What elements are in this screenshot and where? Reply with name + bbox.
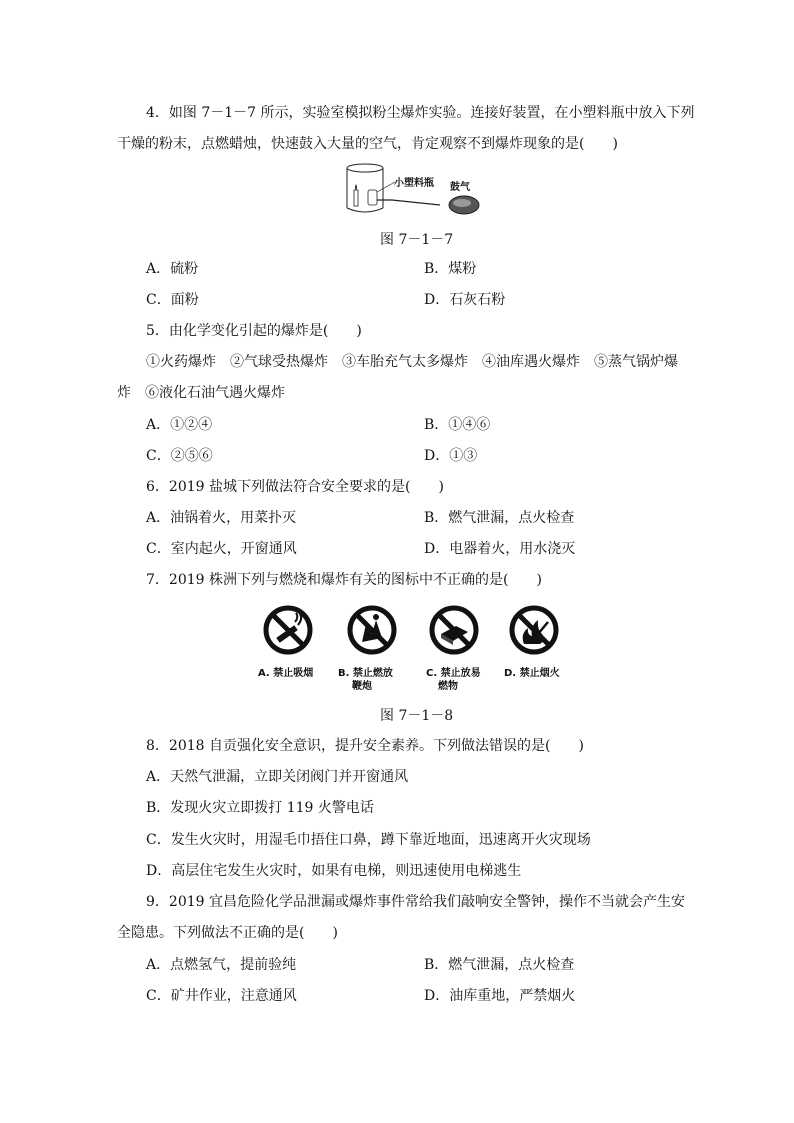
sign-c	[422, 604, 488, 692]
q5-option-b: B．①④⑥	[424, 417, 491, 433]
sign-b-label-line1: B. 禁止燃放	[338, 668, 393, 679]
q9-option-a: A．点燃氢气，提前验纯	[146, 957, 297, 973]
figure-caption-7-1-8: 图 7－1－8	[380, 708, 454, 724]
q9-stem-line2: 全隐患。下列做法不正确的是( )	[117, 925, 338, 941]
q5-option-a: A．①②④	[146, 417, 213, 433]
q5-option-d: D．①③	[424, 448, 478, 464]
bottle-label: 小塑料瓶	[394, 178, 434, 189]
q6-option-d: D．电器着火，用水浇灭	[424, 541, 576, 557]
dust-explosion-apparatus-figure	[340, 160, 490, 218]
q9-option-b: B．燃气泄漏，点火检查	[424, 957, 575, 973]
q8-option-c: C．发生火灾时，用湿毛巾捂住口鼻，蹲下靠近地面，迅速离开火灾现场	[146, 832, 591, 848]
q5-items-line1: ①火药爆炸 ②气球受热爆炸 ③车胎充气太多爆炸 ④油库遇火爆炸 ⑤蒸气锅炉爆	[146, 354, 678, 370]
sign-b	[338, 604, 404, 692]
q7-stem: 7．2019 株洲下列与燃烧和爆炸有关的图标中不正确的是( )	[146, 572, 542, 588]
no-smoking-icon	[262, 604, 314, 656]
q4-option-b: B．煤粉	[424, 261, 477, 277]
sign-a	[258, 604, 318, 688]
q9-option-c: C．矿井作业，注意通风	[146, 988, 297, 1004]
bellows-label: 鼓气	[450, 182, 470, 193]
sign-d-label: D. 禁止烟火	[504, 668, 560, 679]
q8-stem: 8．2018 自贡强化安全意识，提升安全素养。下列做法错误的是( )	[146, 738, 584, 754]
q8-option-a: A．天然气泄漏，立即关闭阀门并开窗通风	[146, 769, 409, 785]
q5-option-c: C．②⑤⑥	[146, 448, 213, 464]
sign-b-label-line2: 鞭炮	[352, 681, 372, 692]
sign-d	[504, 604, 570, 688]
q9-stem-line1: 9．2019 宜昌危险化学品泄漏或爆炸事件常给我们敲响安全警钟，操作不当就会产生安	[146, 894, 685, 910]
q4-stem-line1: 4．如图 7－1－7 所示，实验室模拟粉尘爆炸实验。连接好装置，在小塑料瓶中放入下列	[146, 105, 695, 121]
q9-option-d: D．油库重地，严禁烟火	[424, 988, 576, 1004]
q5-stem: 5．由化学变化引起的爆炸是( )	[146, 323, 362, 339]
no-firecrackers-icon	[346, 604, 398, 656]
q8-option-b: B．发现火灾立即拨打 119 火警电话	[146, 800, 374, 816]
q5-items-line2: 炸 ⑥液化石油气遇火爆炸	[117, 385, 285, 401]
sign-c-label-line2: 燃物	[438, 681, 458, 692]
q6-stem: 6．2019 盐城下列做法符合安全要求的是( )	[146, 479, 444, 495]
q6-option-b: B．燃气泄漏，点火检查	[424, 510, 575, 526]
q4-option-a: A．硫粉	[146, 261, 199, 277]
sign-c-label-line1: C. 禁止放易	[426, 668, 481, 679]
q4-option-c: C．面粉	[146, 292, 199, 308]
figure-caption-7-1-7: 图 7－1－7	[380, 232, 454, 248]
q6-option-c: C．室内起火，开窗通风	[146, 541, 297, 557]
sign-a-label: A. 禁止吸烟	[258, 668, 314, 679]
no-fire-icon	[508, 604, 560, 656]
q6-option-a: A．油锅着火，用菜扑灭	[146, 510, 297, 526]
q4-stem-line2: 干燥的粉末，点燃蜡烛，快速鼓入大量的空气，肯定观察不到爆炸现象的是( )	[117, 136, 618, 152]
q4-option-d: D．石灰石粉	[424, 292, 506, 308]
no-flammables-icon	[428, 604, 480, 656]
q8-option-d: D．高层住宅发生火灾时，如果有电梯，则迅速使用电梯逃生	[146, 863, 522, 879]
